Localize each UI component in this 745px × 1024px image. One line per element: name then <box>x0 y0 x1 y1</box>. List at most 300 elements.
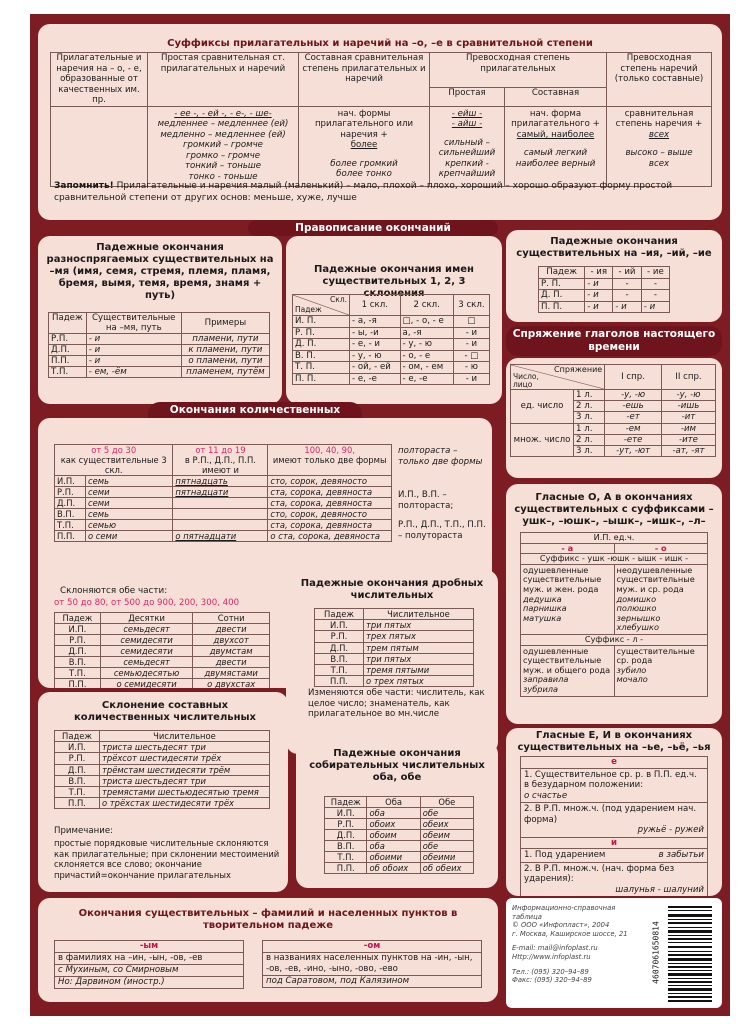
comp-c4-5: крепкий - <box>445 158 489 169</box>
table-row <box>315 676 474 687</box>
num2-r4-c2: двумястами <box>193 668 270 679</box>
comparative-title: Суффиксы прилагательных и наречий на –о, –е в сравнительной степени <box>167 38 593 49</box>
conj-r5-c0: 3 л. <box>574 446 605 457</box>
iya-panel <box>506 230 722 322</box>
num2-r0-c2: двести <box>193 624 270 635</box>
oa-r1: неодушевленные существительные муж. и ср. рода <box>616 564 695 594</box>
table-row <box>325 808 474 819</box>
polutorasta-note <box>398 446 486 542</box>
decl-r2-c0: Д. П. <box>293 339 350 351</box>
table-row <box>539 278 670 290</box>
table-row <box>55 764 270 775</box>
surname-left <box>54 940 244 989</box>
mya-r0-c2: пламени, пути <box>181 334 269 345</box>
table-row <box>55 520 392 531</box>
frac-h1: Числительное <box>364 609 474 620</box>
conj-r4-c1: -ете <box>605 434 662 445</box>
table-row <box>539 301 670 313</box>
barcode-bars <box>668 906 712 1002</box>
compound-num-panel <box>38 692 288 892</box>
surname-right-ex: под Саратовом, под Калязином <box>266 976 410 986</box>
num-r5-c1: о семи <box>86 531 173 542</box>
surname-left-head: -ым <box>55 941 243 953</box>
num-side-1: полтораста – только две формы <box>398 446 483 467</box>
table-row <box>511 390 716 401</box>
num-h1a: от 5 до 30 <box>91 445 137 455</box>
mya-h1: Существительные на –мя, путь <box>86 313 181 334</box>
num2-r5-c0: П.П. <box>55 679 101 689</box>
cn-r5-c1: о трёхстах шестидесяти трёх <box>100 798 270 809</box>
coll-r5-c2: об обеих <box>420 863 473 874</box>
comparative-panel <box>38 24 722 220</box>
num-h3 <box>268 445 392 476</box>
num-side-2: И.П., В.П. – полтораста; <box>398 490 454 511</box>
decl-r1-c0: Р. П. <box>293 327 350 339</box>
num-r1-c0: Р.П. <box>55 487 86 498</box>
decl-r0-c3: □ <box>453 316 489 328</box>
decl-r3-c0: В. П. <box>293 350 350 362</box>
num-r4-c0: Т.П. <box>55 520 86 531</box>
oa-l1ex-1: парнишка <box>523 603 567 614</box>
conj-r3-c0: 1 л. <box>574 423 605 434</box>
mya-panel <box>38 236 282 404</box>
decl-r5-c1: - е, -е <box>350 373 401 385</box>
oa-o: - о <box>654 542 667 553</box>
cn-r0-c1: триста шестьдесят три <box>100 742 270 753</box>
cn-h1: Числительное <box>100 731 270 742</box>
table-row <box>315 642 474 653</box>
oa-l1ex-2: матушка <box>523 612 562 623</box>
num-r1-c1: семи <box>86 487 173 498</box>
coll-r2-c1: обоим <box>367 830 420 841</box>
coll-r0-c1: оба <box>367 808 420 819</box>
decl-r2-c1: - е, - и <box>350 339 401 351</box>
comp-c2-1: медленнее – медленнее (ей) <box>157 119 289 129</box>
comp-c4-6: крепчайший <box>438 169 496 179</box>
conj-r2-c0: 3 л. <box>574 412 605 423</box>
mya-r1-c0: Д.П. <box>49 345 87 356</box>
coll-r1-c1: обоих <box>367 819 420 830</box>
num-r5-c0: П.П. <box>55 531 86 542</box>
oa-l2ex-1: зубрила <box>523 683 559 694</box>
comp-c5-0: нач. форма прилагательного + <box>511 108 600 129</box>
ei-e: е <box>521 757 707 769</box>
num2-r5-c2: о двухстах <box>193 679 270 689</box>
coll-r0-c2: обе <box>420 808 473 819</box>
decl-r1-c3: - и <box>453 327 489 339</box>
decl-table <box>292 294 490 385</box>
decl-h0: 1 скл. <box>350 295 401 316</box>
decl-r2-c2: - у, - ю <box>400 339 453 351</box>
collective-panel <box>296 742 498 888</box>
conj-group-2: множ. число <box>511 423 574 457</box>
conj-panel <box>506 358 722 478</box>
num2-r1-c2: двухсот <box>193 635 270 646</box>
oa-a: - а <box>521 544 615 554</box>
iya-r2-c2: - и <box>613 301 642 313</box>
iya-r1-c2: - <box>613 290 642 302</box>
table-row <box>511 423 716 434</box>
frac-r2-c1: трем пятым <box>364 642 474 653</box>
table-row <box>55 679 270 689</box>
num-r0-c2: пятнадцать <box>173 476 268 487</box>
frac-r4-c1: тремя пятыми <box>364 665 474 676</box>
ei-i1ex: в забытьи <box>658 850 704 860</box>
table-row <box>325 841 474 852</box>
comp-c5-3: самый легкий <box>523 148 588 158</box>
ei-i2: 2. В Р.П. множ.ч. (нач. форма без ударения): <box>524 863 675 884</box>
comp-c3-3: более громкий <box>330 158 398 169</box>
table-row <box>55 476 392 487</box>
table-row <box>55 624 270 635</box>
comp-c2-6: тонко - тоньше <box>188 171 258 182</box>
num-h1b: как существительные 3 скл. <box>60 455 167 475</box>
cn-r3-c1: триста шестьдесят три <box>100 775 270 786</box>
oa-r1ex-3: хлебушко <box>616 622 659 633</box>
comp-c4-4: сильнейший <box>438 148 496 158</box>
num-h2a: от 11 до 19 <box>195 445 246 455</box>
comp-c2-4: громко – громче <box>186 150 260 161</box>
num-r0-c0: И.П. <box>55 476 86 487</box>
comp-c6-1: всех <box>648 129 670 140</box>
mya-r1-c1: - и <box>86 345 181 356</box>
table-row <box>315 665 474 676</box>
frac-r3-c1: три пятых <box>364 653 474 664</box>
pub-line-1: таблица <box>512 912 542 921</box>
cn-r1-c1: трёхсот шестидесяти трёх <box>100 753 270 764</box>
cn-r3-c0: В.П. <box>55 775 100 786</box>
surname-left-ex1: с Мухиным, со Смирновым <box>55 965 243 977</box>
frac-title: Падежные окончания дробных числительных <box>300 578 484 601</box>
comp-c4-3: сильный – <box>444 137 490 148</box>
table-row <box>325 819 474 830</box>
num2-h2: Сотни <box>193 613 270 624</box>
barcode-icon <box>638 906 714 1002</box>
oa-l1ex-0: дедушка <box>523 593 562 604</box>
mya-title: Падежные окончания разноспрягаемых существительных на –мя (имя, семя, стремя, племя, пламя, бремя, вымя, темя, время, знамя + путь) <box>46 242 274 301</box>
coll-r1-c0: Р.П. <box>325 819 367 830</box>
oa-ip: И.П. ед.ч. <box>521 533 707 544</box>
mya-r0-c0: Р.П. <box>49 334 87 345</box>
table-row <box>55 509 392 520</box>
comp-c3-4: более тонко <box>336 169 392 179</box>
num-r4-c2 <box>173 520 268 531</box>
table-row <box>55 487 392 498</box>
oa-r2ex-1: мочало <box>616 674 648 685</box>
decl-r0-c0: И. П. <box>293 316 350 328</box>
decl-corner-top: Скл. <box>330 295 347 304</box>
remember-note <box>54 180 704 204</box>
iya-r0-c3: - <box>641 278 669 290</box>
frac-panel <box>286 570 498 754</box>
cn-r1-c0: Р.П. <box>55 753 100 764</box>
comp-head-4: Превосходная степень прилагательных <box>430 53 607 88</box>
oa-r1ex-0: домишко <box>616 593 657 604</box>
decl-r1-c1: - ы, -и <box>350 327 401 339</box>
comp-c2-5: тонкий – тоньше <box>184 161 262 171</box>
table-row <box>55 742 270 753</box>
num-r3-c3: сто, сорок, девяносто <box>268 509 392 520</box>
table-row <box>49 356 270 367</box>
comp-c5-1: самый, наиболее <box>516 129 595 140</box>
num-r0-c1: семь <box>86 476 173 487</box>
conj-r2-c2: -ит <box>661 412 715 423</box>
frac-r1-c1: трех пятых <box>364 631 474 642</box>
oa-l1: одушевленные существительные муж. и жен. рода <box>523 564 602 594</box>
frac-r3-c0: В.П. <box>315 653 364 664</box>
num-r2-c0: Д.П. <box>55 498 86 509</box>
cn-r5-c0: П.П. <box>55 798 100 809</box>
ei-title: Гласные Е, И в окончаниях существительных на –ье, –ьё, –ья <box>517 730 711 753</box>
table-row <box>315 653 474 664</box>
comp-head-4b: Составная <box>505 88 607 106</box>
pub-line-0: Информационно-справочная <box>512 904 616 912</box>
surname-left-ex2: Но: Дарвином (иностр.) <box>58 977 165 987</box>
ei-e2: 2. В Р.П. множ.ч. (под ударением нач. форма) <box>524 804 697 825</box>
decl-r3-c3: - □ <box>453 350 489 362</box>
conj-r2-c1: -ет <box>605 412 662 423</box>
iya-h2: - ий <box>613 267 642 279</box>
conj-r1-c2: -ишь <box>661 401 715 412</box>
table-row <box>55 657 270 668</box>
conj-r0-c2: -у, -ю <box>661 390 715 401</box>
conj-r3-c2: -им <box>661 423 715 434</box>
coll-h1: Оба <box>367 797 420 808</box>
decl-r3-c1: - у, - ю <box>350 350 401 362</box>
mya-r3-c2: пламенем, путём <box>181 367 269 378</box>
num-r2-c3: ста, сорока, девяноста <box>268 498 392 509</box>
iya-r2-c1: - и <box>585 301 613 313</box>
num-h1 <box>55 445 173 476</box>
frac-r2-c0: Д.П. <box>315 642 364 653</box>
mya-r1-c2: к пламени, пути <box>181 345 269 356</box>
mya-r2-c2: о пламени, пути <box>181 356 269 367</box>
ei-e1ex: о счастье <box>524 790 568 801</box>
iya-r1-c0: Д. П. <box>539 290 585 302</box>
comp-c5-4: наиболее верный <box>515 158 596 169</box>
oa-l2: одушевленные существительные муж. и общего рода <box>523 645 611 675</box>
iya-r1-c1: - и <box>585 290 613 302</box>
surname-right <box>262 940 482 988</box>
comp-c3-1: более <box>350 140 378 150</box>
decl-r4-c3: - ю <box>453 362 489 374</box>
conj-r1-c0: 2 л. <box>574 401 605 412</box>
comp-head-4a: Простая <box>430 88 505 106</box>
compound-table <box>54 730 270 809</box>
pub-line-8: Тел.: (095) 320–94–89 <box>512 967 589 976</box>
comp-c6-0: сравнительная степень наречия + <box>615 108 703 129</box>
iya-r0-c2: - <box>613 278 642 290</box>
comp-head-1: Прилагательные и наречия на – о, - е, образованные от качественных им. пр. <box>51 53 148 107</box>
mya-h2: Примеры <box>181 313 269 334</box>
iya-r2-c0: П. П. <box>539 301 585 313</box>
coll-r3-c1: оба <box>367 841 420 852</box>
oa-r2: существительные ср. рода <box>616 645 695 666</box>
conj-corner-b: Число, лицо <box>513 372 539 389</box>
mya-r2-c1: - и <box>86 356 181 367</box>
num2-r1-c0: Р.П. <box>55 635 101 646</box>
coll-title: Падежные окончания собирательных числительных оба, обе <box>309 748 485 783</box>
conj-h1: II спр. <box>661 365 715 390</box>
conj-r1-c1: -ешь <box>605 401 662 412</box>
num2-r3-c0: В.П. <box>55 657 101 668</box>
iya-r1-c3: - <box>641 290 669 302</box>
conj-group-1: ед. число <box>511 390 574 424</box>
coll-r2-c2: обеим <box>420 830 473 841</box>
comp-c4-1: - айш - <box>451 119 483 129</box>
coll-r1-c2: обеих <box>420 819 473 830</box>
publisher-info <box>512 904 632 985</box>
frac-r5-c1: о трех пятых <box>364 676 474 687</box>
pub-line-5: E-mail: mail@infoplast.ru <box>512 944 598 953</box>
surname-left-desc: в фамилиях на –ин, -ын, -ов, -ев <box>55 953 243 965</box>
oa-r1ex-2: зернышко <box>616 612 661 623</box>
decl-title: Падежные окончания имен существительных 1, 2, 3 склонения <box>314 264 474 299</box>
num2-r2-c1: семидесяти <box>100 646 193 657</box>
ei-e1: 1. Существительное ср. р. в П.П. ед.ч. в безударном положении: <box>524 769 697 790</box>
mya-r0-c1: - и <box>86 334 181 345</box>
num2-r3-c1: семьдесят <box>100 657 193 668</box>
pub-line-2: © ООО «Инфопласт», 2004 <box>512 921 610 930</box>
iya-h3: - ие <box>641 267 669 279</box>
pub-line-6: Http://www.infoplast.ru <box>512 952 591 961</box>
coll-r3-c2: обе <box>420 841 473 852</box>
decl-r4-c1: - ой, - ей <box>350 362 401 374</box>
num-r1-c2: пятнадцати <box>173 487 268 498</box>
num-range: от 50 до 80, от 500 до 900, 200, 300, 400 <box>54 598 240 608</box>
iya-r2-c3: - и <box>641 301 669 313</box>
decl-r4-c0: Т. П. <box>293 362 350 374</box>
decl-r2-c3: - и <box>453 339 489 351</box>
conj-table <box>510 364 716 457</box>
iya-table <box>538 266 670 313</box>
decl-r0-c1: - а, -я <box>350 316 401 328</box>
table-row <box>325 863 474 874</box>
conj-h0: I спр. <box>605 365 662 390</box>
mya-table <box>48 312 270 378</box>
mya-h0: Падеж <box>49 313 87 334</box>
comp-c2-3: громкий – громче <box>183 140 263 150</box>
table-row <box>325 852 474 863</box>
coll-h2: Обе <box>420 797 473 808</box>
coll-r0-c0: И.П. <box>325 808 367 819</box>
coll-r4-c2: обеими <box>420 852 473 863</box>
iya-title: Падежные окончания существительных на –ия, –ий, –ие <box>516 236 712 259</box>
decl-r0-c2: □, - о, - е <box>400 316 453 328</box>
coll-table <box>324 796 474 874</box>
barcode-number: 4607061650814 <box>651 921 661 984</box>
oa-panel <box>506 484 722 724</box>
pub-line-3: г. Москва, Каширское шоссе, 21 <box>512 929 628 938</box>
conj-r3-c1: -ем <box>605 423 662 434</box>
table-row <box>49 334 270 345</box>
cn-r2-c1: трёмстам шестидесяти трём <box>100 764 270 775</box>
ei-e2ex: ружьё - ружей <box>637 825 704 835</box>
table-row <box>55 787 270 798</box>
oa-grid <box>520 532 708 697</box>
coll-r4-c0: Т.П. <box>325 852 367 863</box>
iya-r0-c1: - и <box>585 278 613 290</box>
num-r4-c1: семью <box>86 520 173 531</box>
num2-r2-c2: двумстам <box>193 646 270 657</box>
num2-r4-c1: семьюдесятью <box>100 668 193 679</box>
table-row <box>293 327 490 339</box>
num-r4-c3: ста, сорока, девяноста <box>268 520 392 531</box>
num2-r4-c0: Т.П. <box>55 668 101 679</box>
comp-c3-0: нач. формы прилагательного или наречия + <box>314 108 414 140</box>
frac-r1-c0: Р.П. <box>315 631 364 642</box>
oa-suff2: Суффикс - л - <box>521 635 707 646</box>
num-side-3: Р.П., Д.П., Т.П., П.П. – полутораста <box>398 520 486 541</box>
iya-h0: Падеж <box>539 267 585 279</box>
frac-r5-c0: П.П. <box>315 676 364 687</box>
cn-r2-c0: Д.П. <box>55 764 100 775</box>
surname-right-desc: в названиях населенных пунктов на -ин, -ын, -ов, -ев, -ино, -ыно, -ово, -ево <box>263 953 481 976</box>
conj-r0-c1: -у, -ю <box>605 390 662 401</box>
table-row <box>55 531 392 542</box>
oa-r1ex-1: полюшко <box>616 603 657 614</box>
num2-h1: Десятки <box>100 613 193 624</box>
conj-r4-c2: -ите <box>661 434 715 445</box>
comp-head-5: Превосходная степень наречий (только составные) <box>607 53 712 107</box>
mya-r3-c0: Т.П. <box>49 367 87 378</box>
num-r3-c1: семь <box>86 509 173 520</box>
comp-c2-2: медленно – медленнее (ей) <box>160 129 286 140</box>
frac-r0-c1: три пятых <box>364 620 474 631</box>
coll-r5-c0: П.П. <box>325 863 367 874</box>
coll-r4-c1: обоими <box>367 852 420 863</box>
num-h2 <box>173 445 268 476</box>
num-table-2 <box>54 612 270 688</box>
num-r2-c2 <box>173 498 268 509</box>
table-row <box>55 668 270 679</box>
surname-right-head: -ом <box>263 941 481 953</box>
num2-r2-c0: Д.П. <box>55 646 101 657</box>
comp-c6-4: всех <box>648 158 670 169</box>
conj-r5-c2: -ат, -ят <box>661 446 715 457</box>
ei-grid <box>520 756 708 896</box>
coll-r5-c1: об обоих <box>367 863 420 874</box>
comp-c6-3: высоко – выше <box>625 148 693 158</box>
comp-head-2: Простая сравнительная ст. прилагательных и наречий <box>148 53 299 107</box>
table-row <box>325 830 474 841</box>
cn-r0-c0: И.П. <box>55 742 100 753</box>
cn-r4-c0: Т.П. <box>55 787 100 798</box>
num2-h0: Падеж <box>55 613 101 624</box>
declension-panel <box>286 236 502 404</box>
ei-i2ex: шалунья - шалуний <box>615 884 704 895</box>
conj-r0-c0: 1 л. <box>574 390 605 401</box>
table-row <box>539 290 670 302</box>
decl-h1: 2 скл. <box>400 295 453 316</box>
decl-r5-c3: - и <box>453 373 489 385</box>
comp-head-3: Составная сравнительная степень прилагательных и наречий <box>299 53 430 107</box>
num-r3-c2 <box>173 509 268 520</box>
pub-line-9: Факс: (095) 320–94–89 <box>512 976 592 985</box>
endings-banner: Правописание окончаний <box>248 220 498 236</box>
num-r3-c0: В.П. <box>55 509 86 520</box>
decl-r1-c2: а, -я <box>400 327 453 339</box>
mya-r2-c0: П.П. <box>49 356 87 367</box>
conj-r4-c0: 2 л. <box>574 434 605 445</box>
decl-r4-c2: - ом, - ем <box>400 362 453 374</box>
comp-c2-0: - ее -, - ей -, - е-, - ше- <box>174 108 272 119</box>
table-row <box>293 316 490 328</box>
table-row <box>315 620 474 631</box>
surname-panel <box>38 898 498 1002</box>
table-row <box>293 362 490 374</box>
oa-r2ex-0: зубило <box>616 664 647 675</box>
